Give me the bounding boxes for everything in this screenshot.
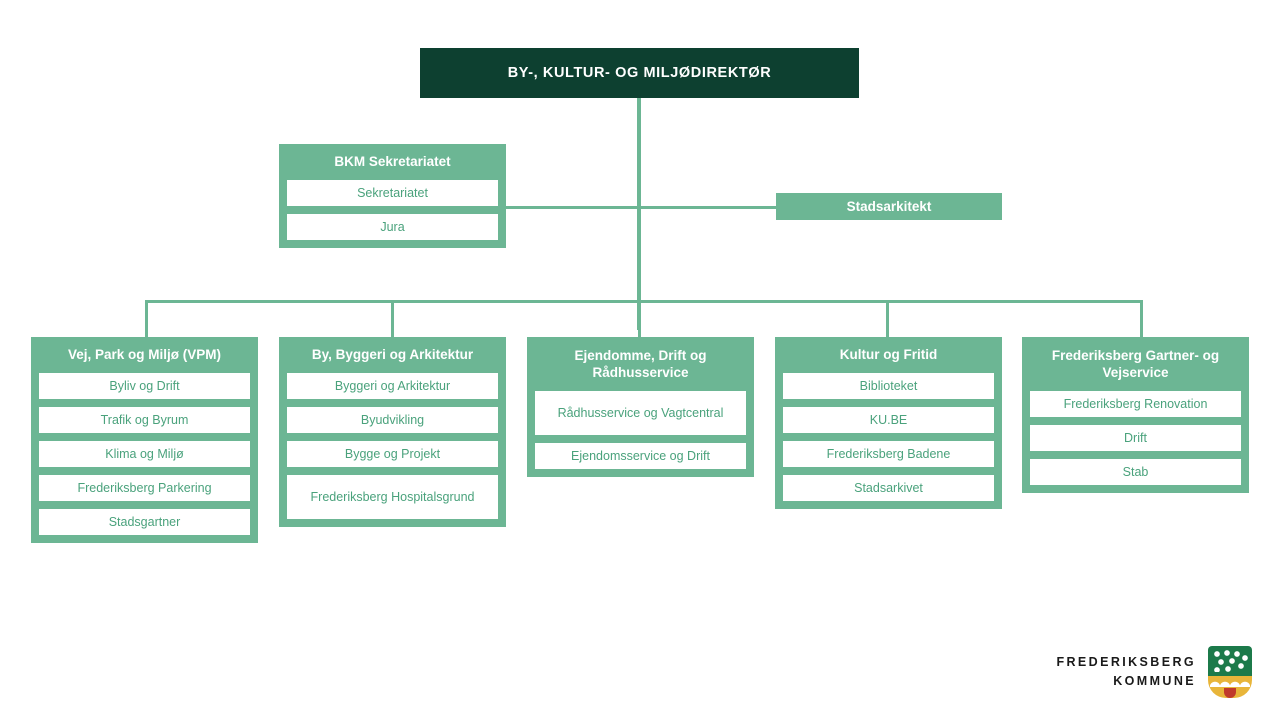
connector-branch-1 bbox=[145, 300, 148, 337]
frederiksberg-kommune-logo bbox=[1056, 646, 1252, 698]
node-department-title: Frederiksberg Gartner- og Vejservice bbox=[1051, 347, 1220, 380]
list-item[interactable]: Byggeri og Arkitektur bbox=[287, 373, 498, 399]
node-department-vej-park-og-miljoe[interactable] bbox=[31, 337, 258, 543]
list-item[interactable]: Stadsgartner bbox=[39, 509, 250, 535]
connector-top-vertical bbox=[637, 98, 641, 330]
list-item[interactable]: Biblioteket bbox=[783, 373, 994, 399]
list-item[interactable]: Sekretariatet bbox=[287, 180, 498, 206]
connector-branch-2 bbox=[391, 300, 394, 337]
node-bkm-sekretariatet[interactable] bbox=[279, 144, 506, 248]
node-bkm-sekretariatet-children bbox=[279, 180, 506, 248]
list-item[interactable]: Stadsarkivet bbox=[783, 475, 994, 501]
list-item[interactable]: Trafik og Byrum bbox=[39, 407, 250, 433]
list-item[interactable]: Klima og Miljø bbox=[39, 441, 250, 467]
list-item[interactable]: KU.BE bbox=[783, 407, 994, 433]
list-item[interactable]: Drift bbox=[1030, 425, 1241, 451]
node-department-kultur-og-fritid[interactable] bbox=[775, 337, 1002, 509]
node-department-children bbox=[527, 391, 754, 477]
node-department-children bbox=[1022, 391, 1249, 493]
list-item[interactable]: Ejendomsservice og Drift bbox=[535, 443, 746, 469]
list-item[interactable]: Stab bbox=[1030, 459, 1241, 485]
node-department-children bbox=[775, 373, 1002, 509]
node-department-children bbox=[279, 373, 506, 527]
list-item[interactable]: Bygge og Projekt bbox=[287, 441, 498, 467]
connector-branch-5 bbox=[1140, 300, 1143, 337]
node-department-title: Vej, Park og Miljø (VPM) bbox=[67, 347, 222, 363]
node-bkm-sekretariatet-title: BKM Sekretariatet bbox=[334, 154, 451, 170]
list-item[interactable]: Frederiksberg Parkering bbox=[39, 475, 250, 501]
connector-branch-4 bbox=[886, 300, 889, 337]
list-item[interactable]: Frederiksberg Hospitalsgrund bbox=[287, 475, 498, 519]
list-item[interactable]: Byudvikling bbox=[287, 407, 498, 433]
node-department-frederiksberg-gartner-og-vejservice[interactable] bbox=[1022, 337, 1249, 493]
logo-line-1: FREDERIKSBERG bbox=[1056, 654, 1196, 669]
connector-secretariat-horizontal bbox=[504, 206, 639, 209]
node-department-by-byggeri-og-arkitektur[interactable] bbox=[279, 337, 506, 527]
connector-stadsarkitekt-horizontal bbox=[639, 206, 776, 209]
list-item[interactable]: Jura bbox=[287, 214, 498, 240]
logo-line-2: KOMMUNE bbox=[1113, 674, 1196, 688]
node-department-ejendomme-drift-og-raadhusservice[interactable] bbox=[527, 337, 754, 477]
connector-departments-horizontal bbox=[145, 300, 1143, 303]
node-department-title: Kultur og Fritid bbox=[839, 347, 938, 363]
list-item[interactable]: Rådhusservice og Vagtcentral bbox=[535, 391, 746, 435]
node-department-title: By, Byggeri og Arkitektur bbox=[311, 347, 474, 363]
node-director[interactable] bbox=[420, 48, 859, 98]
node-department-title: Ejendomme, Drift og Rådhusservice bbox=[574, 347, 707, 380]
logo-wordmark bbox=[1056, 653, 1196, 692]
crest-icon bbox=[1208, 646, 1252, 698]
node-stadsarkitekt-label: Stadsarkitekt bbox=[846, 199, 932, 214]
list-item[interactable]: Frederiksberg Renovation bbox=[1030, 391, 1241, 417]
node-director-label: BY-, KULTUR- OG MILJØDIREKTØR bbox=[507, 65, 772, 81]
connector-branch-3 bbox=[638, 300, 641, 337]
list-item[interactable]: Byliv og Drift bbox=[39, 373, 250, 399]
node-department-children bbox=[31, 373, 258, 543]
list-item[interactable]: Frederiksberg Badene bbox=[783, 441, 994, 467]
node-stadsarkitekt[interactable] bbox=[776, 193, 1002, 220]
